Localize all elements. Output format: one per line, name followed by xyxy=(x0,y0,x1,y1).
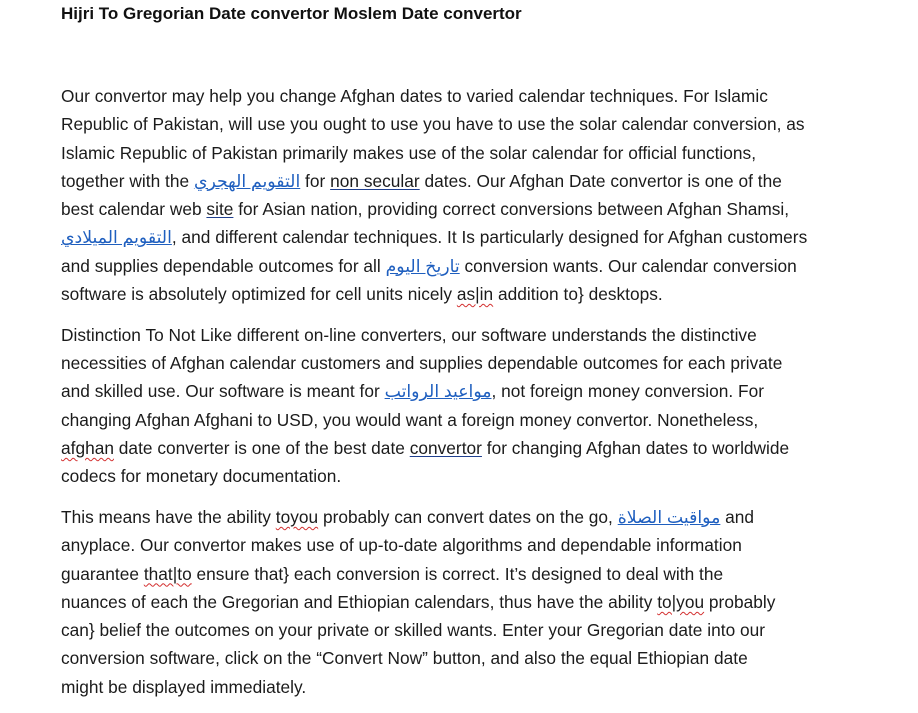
gregorian-calendar-link[interactable]: التقويم الميلادي xyxy=(61,227,172,248)
paragraph-line xyxy=(61,167,851,195)
paragraph-line: conversion software, click on the “Convert Now” button, and also the equal Ethiopian date xyxy=(61,648,748,669)
paragraph-line xyxy=(61,252,851,280)
paragraph-line xyxy=(61,280,851,308)
text-run: for Asian nation, providing correct conversions between Afghan Shamsi, xyxy=(233,199,790,220)
text-run: software is absolutely optimized for cell units nicely xyxy=(61,284,457,305)
today-date-link[interactable]: تاريخ اليوم xyxy=(385,255,460,276)
salary-dates-link[interactable]: مواعيد الرواتب xyxy=(384,381,492,402)
paragraph-line xyxy=(61,560,851,588)
paragraph-line xyxy=(61,377,851,405)
text-run: , not foreign money conversion. For xyxy=(491,381,765,402)
spelling-error-word[interactable]: toyou xyxy=(275,506,319,527)
spelling-error-word[interactable]: that|to xyxy=(143,563,192,584)
non-secular-link[interactable]: non secular xyxy=(330,170,420,191)
paragraph-line: changing Afghan Afghani to USD, you would want a foreign money convertor. Nonetheless, xyxy=(61,409,759,430)
text-run: guarantee xyxy=(61,563,144,584)
text-run: date converter is one of the best date xyxy=(113,437,410,458)
paragraph-line xyxy=(61,503,851,531)
paragraph-line xyxy=(61,223,851,251)
text-run: nuances of each the Gregorian and Ethiopian calendars, thus have the ability xyxy=(61,591,658,612)
text-run: conversion wants. Our calendar conversion xyxy=(459,255,797,276)
text-run: addition to} desktops. xyxy=(493,284,663,305)
spelling-error-word[interactable]: to|you xyxy=(657,591,705,612)
convertor-link[interactable]: convertor xyxy=(409,437,482,458)
paragraph-line: Republic of Pakistan, will use you ought to use you have to use the solar calendar conversion, as xyxy=(61,114,805,135)
text-run: and xyxy=(720,506,755,527)
text-run: for changing Afghan dates to worldwide xyxy=(481,437,790,458)
text-run: and supplies dependable outcomes for all xyxy=(61,255,386,276)
hijri-calendar-link[interactable]: التقويم الهجري xyxy=(193,170,301,191)
text-run: , and different calendar techniques. It Is particularly designed for Afghan customers xyxy=(171,227,808,248)
paragraph-line: Distinction To Not Like different on-line converters, our software understands the distinctive xyxy=(61,324,757,345)
text-run: probably xyxy=(704,591,776,612)
paragraph-line: might be displayed immediately. xyxy=(61,676,307,697)
paragraph-line: necessities of Afghan calendar customers and supplies dependable outcomes for each private xyxy=(61,353,783,374)
document-title: Hijri To Gregorian Date convertor Moslem Date convertor xyxy=(61,4,522,23)
paragraph-line xyxy=(61,434,851,462)
paragraph-2 xyxy=(61,321,851,491)
text-run: probably can convert dates on the go, xyxy=(318,506,618,527)
text-run: and skilled use. Our software is meant for xyxy=(61,381,385,402)
paragraph-1 xyxy=(61,82,851,308)
paragraph-line: can} belief the outcomes on your private or skilled wants. Enter your Gregorian date into our xyxy=(61,620,766,641)
text-run: dates. Our Afghan Date convertor is one of the xyxy=(419,170,782,191)
paragraph-line: Our convertor may help you change Afghan dates to varied calendar techniques. For Islamic xyxy=(61,86,768,106)
text-run: for xyxy=(300,170,331,191)
spelling-error-word[interactable]: afghan xyxy=(61,437,114,458)
paragraph-line xyxy=(61,588,851,616)
paragraph-line: anyplace. Our convertor makes use of up-to-date algorithms and dependable information xyxy=(61,535,742,556)
prayer-times-link[interactable]: مواقيت الصلاة xyxy=(617,506,721,527)
text-run: best calendar web xyxy=(61,199,207,220)
paragraph-line: codecs for monetary documentation. xyxy=(61,466,342,487)
text-run: together with the xyxy=(61,170,194,191)
text-run: This means have the ability xyxy=(61,506,276,527)
site-link[interactable]: site xyxy=(206,199,234,220)
paragraph-line: Islamic Republic of Pakistan primarily makes use of the solar calendar for official functions, xyxy=(61,142,757,163)
document-body xyxy=(61,82,851,713)
paragraph-3 xyxy=(61,503,851,701)
spelling-error-word[interactable]: as|in xyxy=(456,284,494,305)
text-run: ensure that} each conversion is correct. It’s designed to deal with the xyxy=(191,563,724,584)
paragraph-line xyxy=(61,195,851,223)
